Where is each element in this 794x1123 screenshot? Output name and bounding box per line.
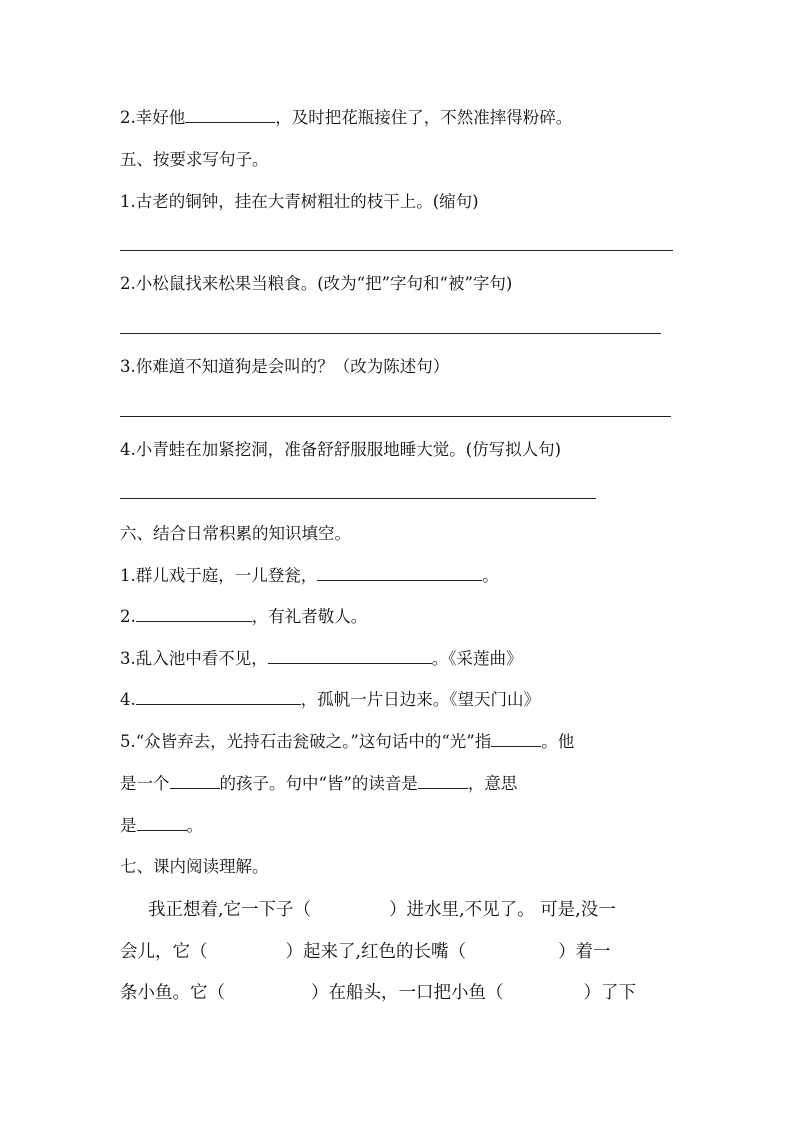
question-s5-2: 2.小松鼠找来松果当粮食。(改为“把”字句和“被”字句) [120, 274, 513, 293]
answer-blank[interactable] [268, 647, 432, 664]
answer-blank[interactable] [491, 730, 541, 747]
question-s6-5-cont2: 是 。 [120, 816, 203, 835]
question-s6-1: 1.群儿戏于庭，一儿登瓮， 。 [120, 566, 499, 585]
answer-blank[interactable] [418, 772, 468, 789]
reading-passage-line: 我正想着,它一下子（ ）进水里,不见了。 可是,没一 [148, 900, 616, 920]
section-7-heading: 七、课内阅读理解。 [120, 857, 269, 876]
question-s5-3: 3.你难道不知道狗是会叫的？（改为陈述句） [120, 357, 450, 376]
question-s4-2: 2.幸好他 ，及时把花瓶接住了，不然准摔得粉碎。 [120, 108, 573, 127]
answer-blank[interactable] [185, 106, 275, 123]
answer-blank[interactable] [136, 688, 301, 705]
question-s6-3: 3.乱入池中看不见， 。《采莲曲》 [120, 649, 523, 668]
question-s6-4: 4. ，孤帆一片日边来。《望天门山》 [120, 690, 540, 709]
question-s5-4: 4.小青蛙在加紧挖洞，准备舒舒服服地睡大觉。(仿写拟人句) [120, 440, 562, 459]
answer-line[interactable] [120, 250, 673, 251]
answer-line[interactable] [120, 333, 661, 334]
reading-passage-line: 会儿，它（ ）起来了,红色的长嘴（ ）着一 [120, 942, 611, 962]
answer-blank[interactable] [317, 564, 482, 581]
question-s6-2: 2. ，有礼者敬人。 [120, 607, 368, 626]
question-s6-5-cont: 是一个 的孩子。句中“皆”的读音是 ，意思 [120, 774, 518, 793]
question-s5-1: 1.古老的铜钟，挂在大青树粗壮的枝干上。(缩句) [120, 192, 479, 211]
answer-line[interactable] [120, 498, 596, 499]
answer-blank[interactable] [136, 605, 252, 622]
section-5-heading: 五、按要求写句子。 [120, 150, 269, 169]
answer-line[interactable] [120, 416, 671, 417]
section-6-heading: 六、结合日常积累的知识填空。 [120, 524, 351, 543]
question-s6-5: 5.“众皆弃去，光持石击瓮破之。”这句话中的“光”指 。他 [120, 732, 575, 751]
reading-passage-line: 条小鱼。它（ ）在船头，一口把小鱼（ ）了下 [120, 983, 636, 1003]
answer-blank[interactable] [137, 814, 187, 831]
answer-blank[interactable] [170, 772, 220, 789]
